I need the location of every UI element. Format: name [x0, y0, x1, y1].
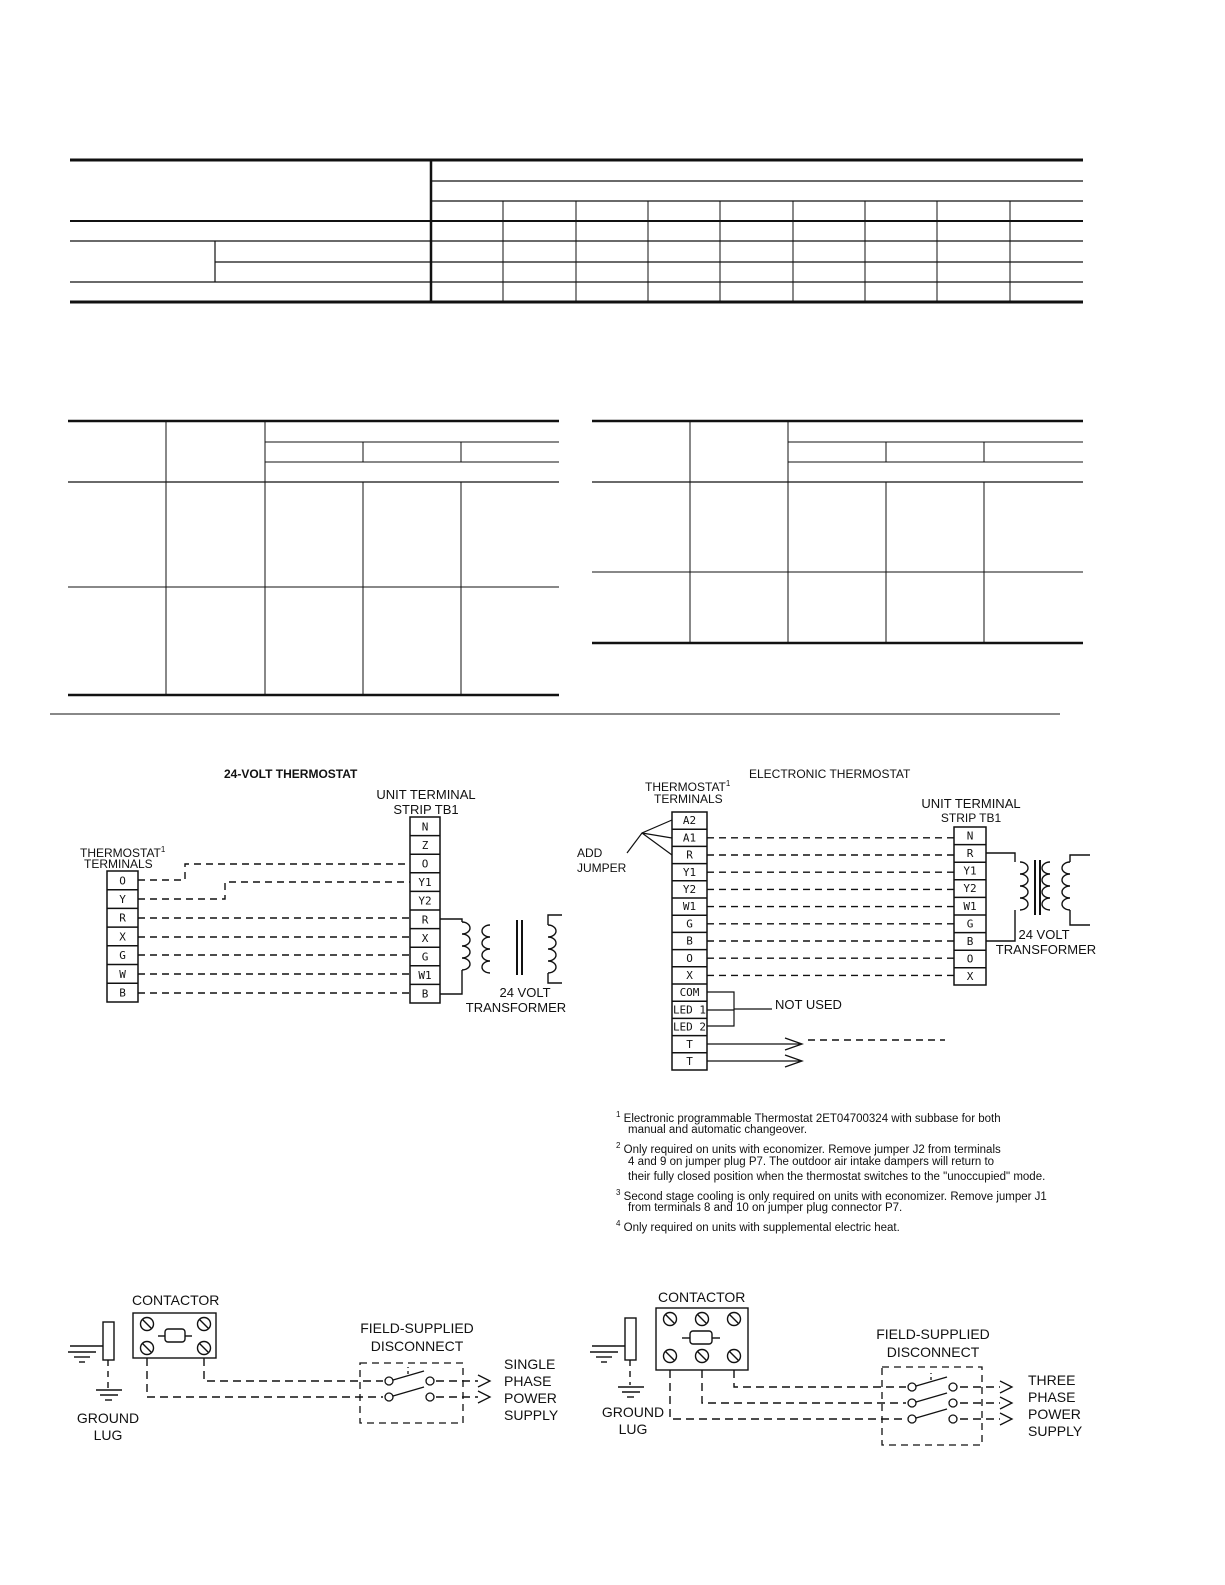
mid-right-table-grid	[592, 421, 1083, 643]
thermostat-terminal-24v-5: W	[119, 967, 126, 981]
footnote-1: $^1$ Electronic programmable Thermostat 2ET04700324 with subbase for both	[616, 1110, 1001, 1125]
footnote-3: $^3$ Second stage cooling is only required on units with economizer. Remove jumper J1	[616, 1188, 1047, 1203]
disconnect-switches-three	[908, 1373, 957, 1423]
unit-terminal-electronic-7: O	[966, 952, 974, 966]
ground-lug-single	[68, 1322, 122, 1400]
footnote-4: $^4$ Only required on units with supplemental electric heat.	[616, 1219, 900, 1234]
transformer-label-24v-line1: 24 VOLT	[499, 985, 551, 1000]
footnote-2: $^2$ Only required on units with economizer. Remove jumper J2 from terminals	[616, 1141, 1001, 1156]
thermostat-terminal-electronic-4: Y2	[682, 883, 697, 896]
add-jumper-label-line1: ADD	[577, 846, 603, 860]
thermostat-label-electronic: THERMOSTAT$^1$	[645, 779, 731, 794]
transformer-24v	[440, 915, 562, 994]
unit-terminal-electronic-4: W1	[963, 899, 977, 913]
unit-terminal-24v-2: O	[421, 857, 429, 871]
supply-arrows-three	[1000, 1381, 1012, 1425]
add-jumper-label-line2: JUMPER	[577, 861, 627, 875]
thermostat-terminal-electronic-10: COM	[679, 986, 700, 1000]
supply-label-three-0: THREE	[1028, 1372, 1076, 1388]
thermostat-terminal-electronic-2: R	[686, 848, 693, 862]
supply-label-single-3: SUPPLY	[504, 1407, 559, 1423]
thermostat-terminal-electronic-0: A2	[682, 814, 697, 828]
unit-terminal-24v-3: Y1	[418, 876, 432, 890]
thermostat-terminal-electronic-12: LED 2	[672, 1020, 707, 1034]
ground-lug-label-single-line2: LUG	[93, 1427, 123, 1443]
t-terminal-arrows	[707, 1038, 802, 1067]
disconnect-switches-single	[385, 1367, 434, 1401]
thermostat-terminal-electronic-13: T	[686, 1037, 693, 1051]
thermostat-terminal-24v-6: B	[119, 986, 126, 1000]
thermostat-wires-24v	[138, 864, 410, 993]
disconnect-label-single-line1: FIELD-SUPPLIED	[360, 1320, 474, 1336]
unit-terminal-24v-8: W1	[418, 969, 432, 983]
footnote-3-cont: from terminals 8 and 10 on jumper plug connector P7.	[628, 1202, 903, 1214]
unit-terminal-24v-4: Y2	[418, 894, 432, 908]
unit-strip-label-24v-line2: STRIP TB1	[393, 802, 459, 817]
contactor-three	[656, 1308, 748, 1370]
supply-label-single-1: PHASE	[504, 1373, 552, 1389]
mid-left-table-grid	[68, 421, 559, 695]
thermostat-terminal-electronic-3: Y1	[682, 865, 697, 879]
thermostat-terminal-electronic-5: W1	[682, 900, 697, 914]
unit-strip-label-electronic-line1: UNIT TERMINAL	[921, 796, 1021, 811]
thermostat-terminal-electronic-7: B	[686, 934, 693, 948]
thermostat-label-24v: THERMOSTAT$^1$	[80, 845, 166, 860]
thermostat-terminal-24v-2: R	[119, 911, 126, 925]
unit-terminal-24v-9: B	[421, 987, 429, 1001]
contactor-single	[133, 1313, 216, 1358]
thermostat-terminal-electronic-1: A1	[682, 831, 697, 845]
thermostat-terminal-labels-electronic	[673, 814, 706, 1068]
supply-label-three-1: PHASE	[1028, 1389, 1076, 1405]
disconnect-label-three-line1: FIELD-SUPPLIED	[876, 1326, 990, 1342]
terminals-label-24v: TERMINALS	[84, 857, 153, 871]
thermostat-terminal-24v-4: G	[119, 949, 126, 963]
unit-terminal-labels-electronic	[963, 829, 976, 983]
contactor-label-single: CONTACTOR	[132, 1292, 220, 1308]
diagram-24-volt-thermostat	[107, 817, 562, 1003]
contactor-label-three: CONTACTOR	[658, 1289, 746, 1305]
thermostat-terminal-24v-1: Y	[119, 893, 126, 907]
supply-label-three-3: SUPPLY	[1028, 1423, 1083, 1439]
field-disconnect-box-three	[882, 1367, 982, 1445]
supply-label-three-2: POWER	[1028, 1406, 1081, 1422]
unit-terminal-electronic-3: Y2	[963, 882, 977, 896]
unit-terminal-electronic-5: G	[966, 917, 974, 931]
disconnect-label-single-line2: DISCONNECT	[370, 1338, 464, 1354]
thermostat-terminal-24v-3: X	[119, 930, 126, 944]
thermostat-terminal-electronic-9: X	[686, 969, 693, 982]
thermostat-terminal-electronic-8: O	[686, 951, 693, 965]
footnote-2-cont-a: 4 and 9 on jumper plug P7. The outdoor air intake dampers will return to	[628, 1156, 995, 1168]
thermostat-terminal-labels-24v	[119, 874, 126, 999]
ground-lug-label-three-line1: GROUND	[601, 1404, 665, 1420]
top-table-grid	[70, 160, 1083, 302]
title-24-volt-thermostat: 24-VOLT THERMOSTAT	[224, 767, 358, 781]
thermostat-terminal-24v-0: O	[119, 874, 126, 888]
field-disconnect-box-single	[360, 1363, 463, 1423]
ground-lug-label-three-line2: LUG	[618, 1421, 648, 1437]
unit-terminal-electronic-6: B	[966, 935, 974, 948]
unit-terminal-electronic-0: N	[966, 829, 974, 843]
unit-terminal-24v-1: Z	[421, 838, 429, 852]
transformer-label-electronic-line2: TRANSFORMER	[995, 942, 1097, 957]
transformer-label-electronic-line1: 24 VOLT	[1018, 927, 1070, 942]
unit-terminal-24v-6: X	[421, 931, 429, 945]
power-wires-three	[670, 1370, 1000, 1419]
unit-terminal-electronic-8: X	[966, 970, 974, 984]
thermostat-terminal-electronic-11: LED 1	[672, 1003, 707, 1017]
footnote-1-cont: manual and automatic changeover.	[628, 1124, 808, 1136]
unit-strip-label-24v-line1: UNIT TERMINAL	[376, 787, 476, 802]
unit-terminal-24v-5: R	[421, 913, 429, 927]
thermostat-terminal-electronic-6: G	[686, 917, 693, 931]
ground-lug-three	[590, 1318, 644, 1397]
title-electronic-thermostat: ELECTRONIC THERMOSTAT	[749, 767, 911, 781]
unit-terminal-electronic-2: Y1	[963, 864, 977, 878]
terminals-label-electronic: TERMINALS	[654, 792, 723, 806]
unit-terminal-electronic-1: R	[966, 847, 974, 860]
footnote-2-cont-b: their fully closed position when the thermostat switches to the "unoccupied" mode.	[628, 1171, 1046, 1183]
supply-arrows-single	[478, 1375, 490, 1403]
unit-terminal-24v-0: N	[421, 820, 429, 834]
unit-strip-label-electronic-line2: STRIP TB1	[940, 811, 1002, 825]
unit-terminal-24v-7: G	[421, 950, 429, 964]
disconnect-label-three-line2: DISCONNECT	[886, 1344, 980, 1360]
supply-label-single-0: SINGLE	[504, 1356, 556, 1372]
thermostat-terminal-electronic-14: T	[686, 1055, 693, 1068]
ground-lug-label-single-line1: GROUND	[76, 1410, 140, 1426]
add-jumper-pointer	[627, 820, 672, 855]
not-used-label: NOT USED	[775, 997, 842, 1012]
supply-label-single-2: POWER	[504, 1390, 557, 1406]
not-used-bracket	[707, 992, 772, 1026]
transformer-label-24v-line2: TRANSFORMER	[465, 1000, 567, 1015]
